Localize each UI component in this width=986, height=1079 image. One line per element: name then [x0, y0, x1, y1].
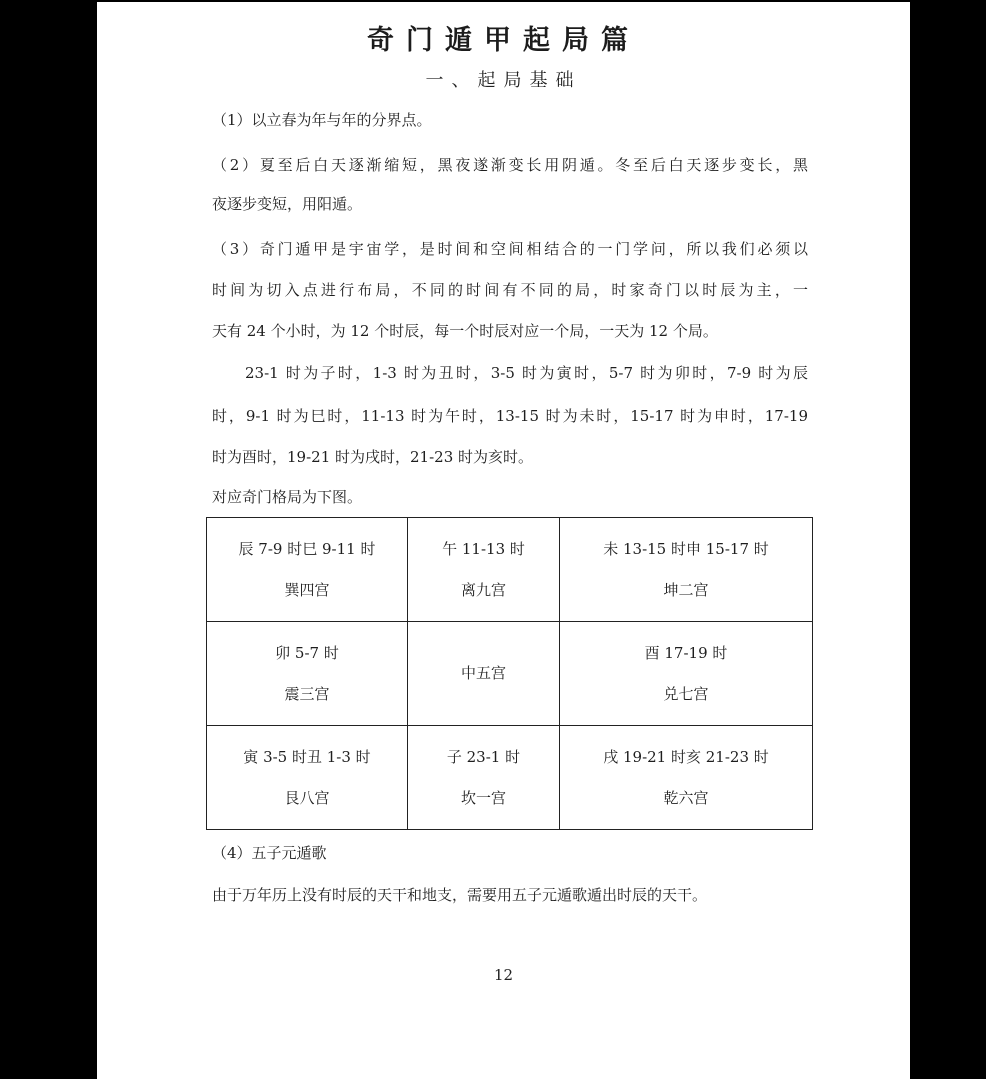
paragraph-7: 由于万年历上没有时辰的天干和地支，需要用五子元遁歌遁出时辰的天干。 — [212, 886, 708, 904]
paragraph-2-line-1: （2）夏至后白天逐渐缩短，黑夜遂渐变长用阴遁。冬至后白天逐步变长，黑 — [212, 156, 808, 174]
palace-cell-dui — [560, 622, 813, 726]
table-row — [207, 518, 813, 622]
cell-time: 戌 19-21 时亥 21-23 时 — [603, 747, 769, 766]
paragraph-3-line-3: 天有 24 个小时，为 12 个时辰，每一个时辰对应一个局，一天为 12 个局。 — [212, 322, 718, 340]
palace-cell-zhen — [207, 622, 408, 726]
cell-palace: 离九宫 — [460, 580, 506, 599]
cell-palace: 坎一宫 — [460, 788, 506, 807]
cell-time: 辰 7-9 时巳 9-11 时 — [238, 539, 376, 558]
document-page — [97, 2, 910, 1079]
paragraph-2-line-2: 夜逐步变短，用阳遁。 — [212, 195, 363, 213]
palace-grid-table — [206, 517, 813, 830]
cell-time: 酉 17-19 时 — [644, 643, 728, 662]
cell-palace: 巽四宫 — [284, 580, 330, 599]
page-title: 奇门遁甲起局篇 — [367, 25, 640, 56]
cell-time: 卯 5-7 时 — [275, 643, 339, 662]
paragraph-5: 对应奇门格局为下图。 — [212, 488, 363, 506]
table-row — [207, 726, 813, 830]
cell-time: 寅 3-5 时丑 1-3 时 — [243, 747, 371, 766]
palace-cell-center — [408, 622, 560, 726]
paragraph-1: （1）以立春为年与年的分界点。 — [212, 111, 432, 129]
cell-time: 子 23-1 时 — [446, 747, 521, 766]
palace-cell-kan — [408, 726, 560, 830]
palace-cell-li — [408, 518, 560, 622]
palace-cell-xun — [207, 518, 408, 622]
cell-palace: 坤二宫 — [663, 580, 709, 599]
palace-cell-qian — [560, 726, 813, 830]
cell-palace: 中五宫 — [460, 664, 506, 682]
palace-cell-gen — [207, 726, 408, 830]
palace-cell-kun — [560, 518, 813, 622]
paragraph-3-line-1: （3）奇门遁甲是宇宙学，是时间和空间相结合的一门学问，所以我们必须以 — [212, 240, 808, 258]
cell-palace: 乾六宫 — [663, 788, 709, 807]
section-heading: 一、起局基础 — [425, 70, 582, 91]
cell-time: 未 13-15 时申 15-17 时 — [603, 539, 769, 558]
page-number: 12 — [493, 966, 514, 984]
table-row — [207, 622, 813, 726]
cell-palace: 兑七宫 — [663, 684, 709, 703]
paragraph-3-line-2: 时间为切入点进行布局，不同的时间有不同的局，时家奇门以时辰为主，一 — [212, 281, 808, 299]
paragraph-6: （4）五子元遁歌 — [212, 844, 327, 862]
cell-time: 午 11-13 时 — [442, 539, 525, 558]
paragraph-4-line-2: 时，9-1 时为巳时，11-13 时为午时，13-15 时为未时，15-17 时为申时，17-19 — [212, 407, 808, 425]
cell-palace: 震三宫 — [284, 684, 330, 703]
cell-palace: 艮八宫 — [284, 788, 330, 807]
paragraph-4-line-3: 时为酉时，19-21 时为戌时，21-23 时为亥时。 — [212, 448, 534, 466]
paragraph-4-line-1: 23-1 时为子时，1-3 时为丑时，3-5 时为寅时，5-7 时为卯时，7-9 时为辰 — [245, 364, 808, 382]
